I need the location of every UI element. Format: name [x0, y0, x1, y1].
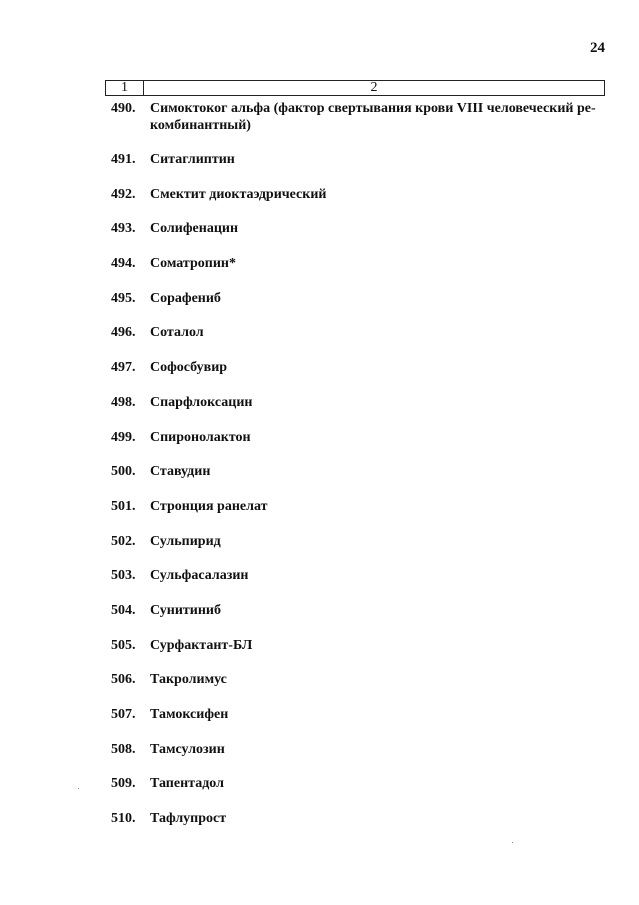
list-item	[105, 186, 605, 221]
list-item	[105, 255, 605, 290]
drug-list	[105, 100, 605, 845]
list-item	[105, 741, 605, 776]
entry-name: Сульпирид	[150, 533, 221, 549]
entry-name: Ситаглиптин	[150, 152, 235, 167]
entry-name: Соталол	[150, 325, 204, 341]
list-item	[105, 567, 605, 602]
list-item	[105, 324, 605, 359]
entry-name: Солифенацин	[150, 221, 239, 237]
column-header-1: 1	[106, 81, 144, 95]
entry-name: Тапентадол	[150, 776, 224, 792]
entry-number: 505.	[111, 637, 136, 653]
list-item	[105, 498, 605, 533]
entry-name: Софосбувир	[150, 360, 228, 376]
entry-name: Ставудин	[150, 464, 211, 480]
entry-number: 502.	[111, 533, 136, 549]
entry-name: Соматропин*	[150, 256, 236, 272]
entry-number: 506.	[111, 672, 136, 688]
entry-number: 499.	[111, 429, 136, 445]
entry-number: 500.	[111, 464, 136, 480]
entry-name: Такролимус	[150, 672, 227, 688]
list-item	[105, 775, 605, 810]
entry-number: 498.	[111, 394, 136, 410]
entry-number: 503.	[111, 568, 136, 584]
entry-number: 507.	[111, 707, 136, 722]
list-item	[105, 463, 605, 498]
entry-number: 510.	[111, 811, 136, 827]
list-item	[105, 706, 605, 741]
list-item	[105, 810, 605, 845]
entry-number: 495.	[111, 290, 136, 306]
entry-number: 497.	[111, 360, 136, 376]
entry-number: 494.	[111, 256, 136, 272]
entry-name: Смектит диоктаэдрический	[150, 186, 327, 202]
list-item	[105, 151, 605, 186]
entry-number: 501.	[111, 498, 136, 514]
entry-number: 493.	[111, 221, 136, 237]
entry-name: Спарфлоксацин	[150, 394, 253, 410]
list-item	[105, 100, 605, 151]
entry-name: Спиронолактон	[150, 429, 251, 445]
list-item	[105, 394, 605, 429]
scan-speck	[78, 788, 79, 789]
entry-name: Сурфактант-БЛ	[150, 637, 253, 653]
entry-number: 509.	[111, 776, 136, 792]
list-item	[105, 429, 605, 464]
entry-name: Сунитиниб	[150, 602, 221, 618]
entry-number: 492.	[111, 186, 136, 202]
entry-name: Сорафениб	[150, 290, 221, 306]
entry-number: 491.	[111, 152, 136, 167]
list-item	[105, 533, 605, 568]
entry-name: Тамсулозин	[150, 741, 225, 757]
page-number: 24	[590, 40, 605, 56]
list-item	[105, 359, 605, 394]
entry-number: 490.	[111, 101, 136, 116]
entry-number: 496.	[111, 325, 136, 341]
list-item	[105, 602, 605, 637]
entry-number: 504.	[111, 602, 136, 618]
list-item	[105, 637, 605, 672]
table-header	[105, 80, 605, 96]
entry-name: Сульфасалазин	[150, 568, 249, 584]
list-item	[105, 671, 605, 706]
entry-name: Тафлупрост	[150, 811, 227, 827]
entry-number: 508.	[111, 741, 136, 757]
entry-name: Тамоксифен	[150, 707, 229, 722]
list-item	[105, 220, 605, 255]
column-header-2: 2	[370, 80, 378, 95]
list-item	[105, 290, 605, 325]
scan-speck	[512, 842, 513, 843]
entry-name: Стронция ранелат	[150, 498, 268, 514]
entry-name: Симоктоког альфа (фактор свертывания крови VIII человеческий ре-комбинантный)	[150, 101, 596, 133]
